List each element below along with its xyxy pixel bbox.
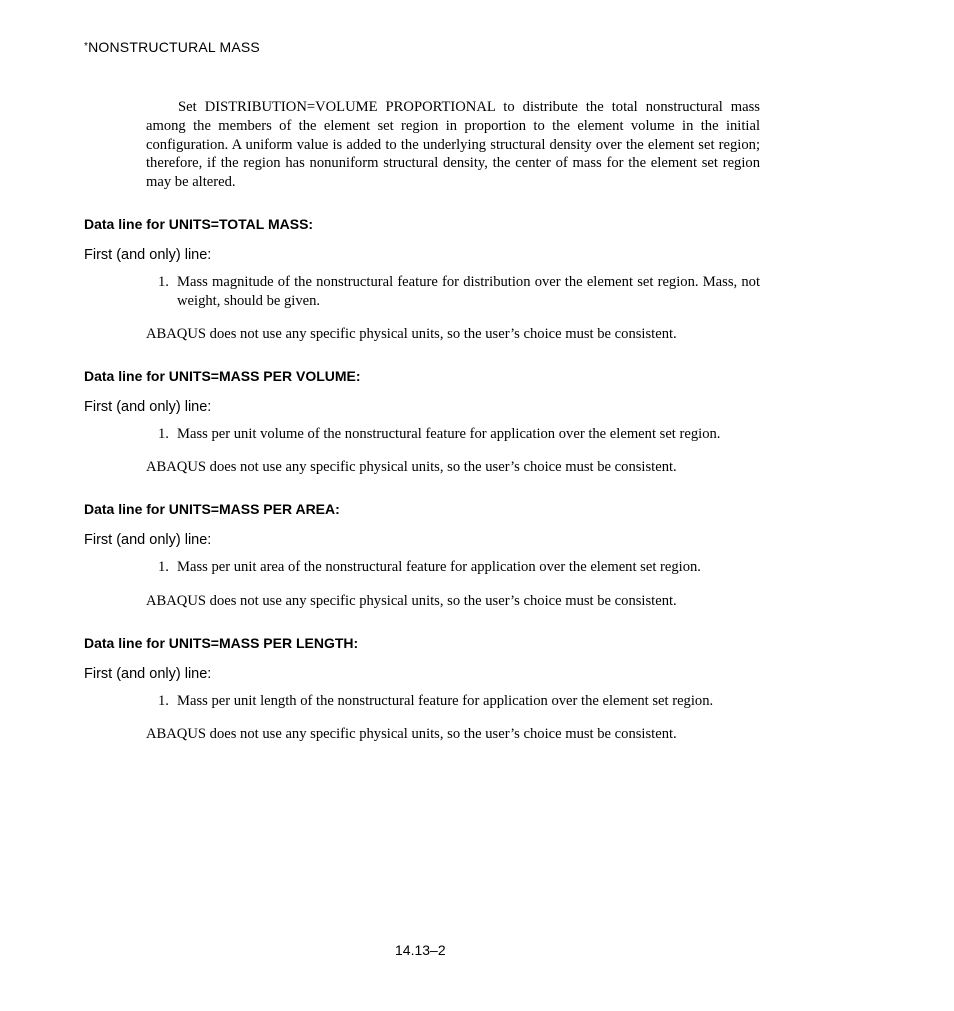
running-header [84,39,260,55]
section-subheading: First (and only) line: [84,532,212,548]
units-note: ABAQUS does not use any specific physical units, so the user’s choice must be consistent. [146,326,677,342]
list-item [158,425,760,444]
list-item-text: Mass per unit area of the nonstructural feature for application over the element set region. [177,559,701,575]
section-heading-mass-per-area: Data line for UNITS=MASS PER AREA: [84,501,340,517]
units-note: ABAQUS does not use any specific physical units, so the user’s choice must be consistent. [146,593,677,609]
list-item [158,692,760,711]
list-item-text: Mass magnitude of the nonstructural feature for distribution over the element set region. Mass, not weight, should be given. [177,274,760,309]
units-note: ABAQUS does not use any specific physical units, so the user’s choice must be consistent. [146,726,677,742]
units-note: ABAQUS does not use any specific physical units, so the user’s choice must be consistent. [146,459,677,475]
section-heading-mass-per-volume: Data line for UNITS=MASS PER VOLUME: [84,368,361,384]
list-item-number: 1. [158,559,169,575]
section-subheading: First (and only) line: [84,399,212,415]
keyword-star: * [84,41,89,52]
section-heading-total-mass: Data line for UNITS=TOTAL MASS: [84,216,314,232]
list-item-number: 1. [158,693,169,709]
list-item-text: Mass per unit volume of the nonstructural feature for application over the element set region. [177,426,721,442]
list-item-number: 1. [158,274,169,290]
list-item [158,558,760,577]
intro-paragraph: Set DISTRIBUTION=VOLUME PROPORTIONAL to distribute the total nonstructural mass among the members of the element set region in proportion to the element volume in the initial configuration. A uniform value is added to the underlying structural density over the element set region; therefore, if the region has nonuniform structural density, the center of mass for the element set region may be altered. [146,99,760,191]
section-subheading: First (and only) line: [84,247,212,263]
section-subheading: First (and only) line: [84,666,212,682]
list-item [158,273,760,310]
header-title: NONSTRUCTURAL MASS [88,39,260,55]
page-number: 14.13–2 [395,942,446,958]
list-item-number: 1. [158,426,169,442]
list-item-text: Mass per unit length of the nonstructural feature for application over the element set region. [177,693,714,709]
section-heading-mass-per-length: Data line for UNITS=MASS PER LENGTH: [84,635,359,651]
